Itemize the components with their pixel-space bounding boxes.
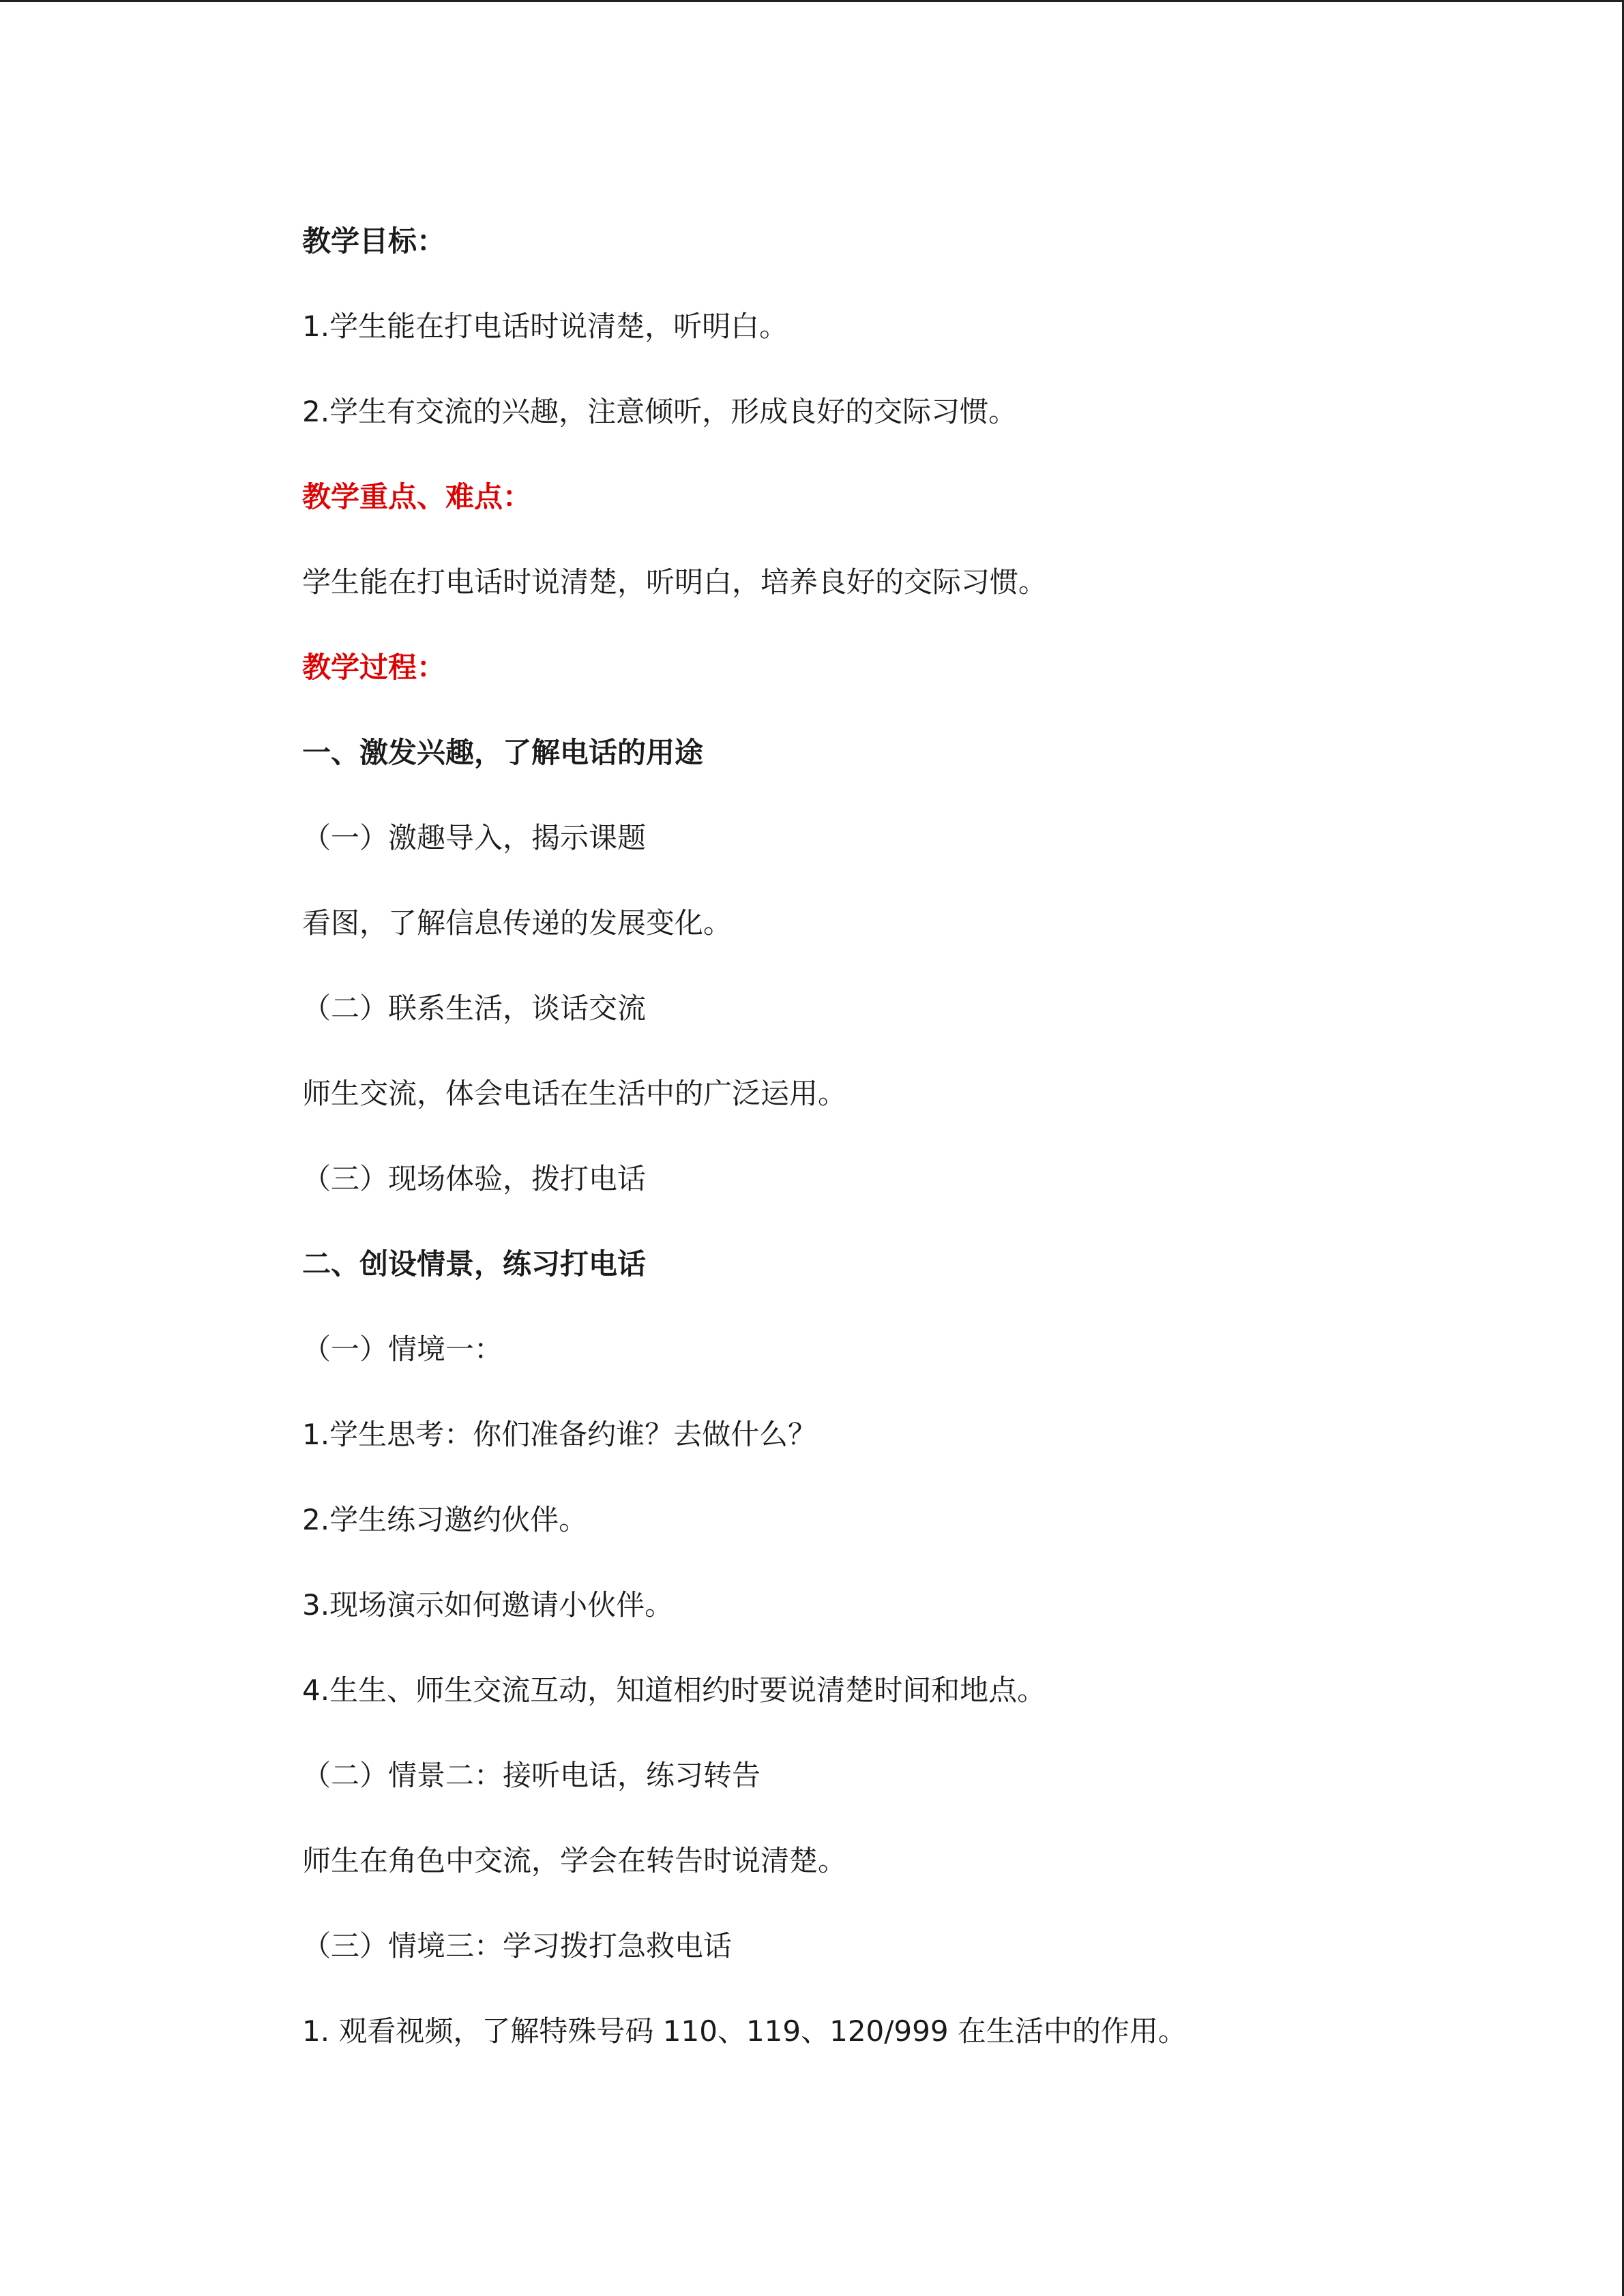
key-points-text: 学生能在打电话时说清楚，听明白，培养良好的交际习惯。 — [302, 565, 1048, 599]
list-item: 1. 观看视频，了解特殊号码 110、119、120/999 在生活中的作用。 — [302, 2014, 1187, 2048]
list-item: 2.学生练习邀约伙伴。 — [302, 1503, 588, 1536]
goal-item-1: 1.学生能在打电话时说清楚，听明白。 — [302, 310, 788, 343]
subsection-2-3: （三）情境三：学习拨打急救电话 — [302, 1929, 733, 1963]
subsection-1-1: （一）激趣导入，揭示课题 — [302, 821, 647, 854]
goal-item-2: 2.学生有交流的兴趣，注意倾听，形成良好的交际习惯。 — [302, 395, 1018, 428]
subsection-2-1: （一）情境一： — [302, 1332, 503, 1366]
list-item: 4.生生、师生交流互动，知道相约时要说清楚时间和地点。 — [302, 1673, 1046, 1707]
subsection-2-2: （二）情景二：接听电话，练习转告 — [302, 1759, 761, 1792]
section-1-heading: 一、激发兴趣，了解电话的用途 — [302, 736, 704, 769]
paragraph-text: 师生在角色中交流，学会在转告时说清楚。 — [302, 1844, 847, 1877]
subsection-1-2: （二）联系生活，谈话交流 — [302, 992, 647, 1025]
section-2-heading: 二、创设情景，练习打电话 — [302, 1247, 647, 1281]
list-item: 3.现场演示如何邀请小伙伴。 — [302, 1588, 674, 1622]
heading-teaching-goals: 教学目标： — [302, 224, 446, 258]
paragraph-text: 看图，了解信息传递的发展变化。 — [302, 906, 733, 940]
heading-teaching-process: 教学过程： — [302, 651, 446, 684]
list-item: 1.学生思考：你们准备约谁？去做什么？ — [302, 1418, 817, 1451]
subsection-1-3: （三）现场体验，拨打电话 — [302, 1162, 647, 1195]
paragraph-text: 师生交流，体会电话在生活中的广泛运用。 — [302, 1077, 847, 1110]
heading-key-points: 教学重点、难点： — [302, 480, 532, 513]
